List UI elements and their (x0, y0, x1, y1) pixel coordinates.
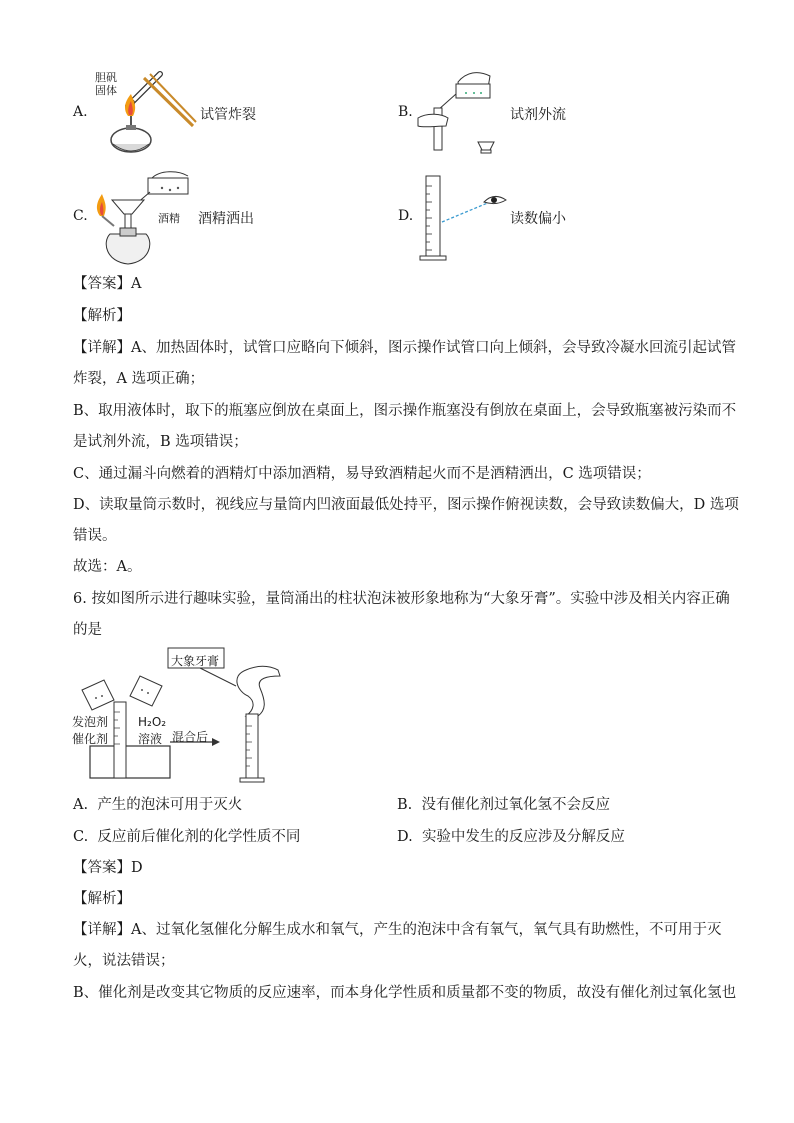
option-letter: A. (73, 104, 88, 120)
figure-label: 发泡剂 催化剂 (72, 715, 109, 746)
analysis-text: B、取用液体时，取下的瓶塞应倒放在桌面上，图示操作瓶塞没有倒放在桌面上，会导致瓶塞被污染而不 (73, 403, 737, 419)
arrow-label: 混合后 (172, 730, 209, 744)
heating-solid-illustration (100, 68, 200, 160)
figure-label: 酒精 (158, 212, 180, 225)
option-d: D. 实验中发生的反应涉及分解反应 (397, 829, 625, 845)
option-caption: 酒精洒出 (198, 211, 254, 227)
adding-alcohol-illustration (92, 170, 202, 272)
pouring-liquid-illustration (418, 66, 508, 158)
question-stem: 的是 (73, 622, 102, 638)
analysis-text: 【详解】A、过氧化氢催化分解生成水和氧气，产生的泡沫中含有氧气，氧气具有助燃性，不可用于灭 (73, 922, 722, 938)
figure-box-label: 大象牙膏 (171, 654, 220, 668)
analysis-heading: 【解析】 (73, 308, 131, 324)
option-a: A. 产生的泡沫可用于灭火 (73, 797, 243, 813)
figure-label: H₂O₂ 溶液 (138, 715, 167, 746)
option-caption: 读数偏小 (510, 211, 566, 227)
option-letter: C. (73, 208, 88, 224)
analysis-text: C、通过漏斗向燃着的酒精灯中添加酒精，易导致酒精起火而不是酒精洒出，C 选项错误； (73, 466, 651, 482)
question-stem: 6. 按如图所示进行趣味实验，量筒涌出的柱状泡沫被形象地称为“大象牙膏”。实验中涉及相关内容正确 (73, 591, 730, 607)
option-letter: B. (398, 104, 413, 120)
option-caption: 试剂外流 (510, 107, 566, 123)
analysis-text: 火，说法错误； (73, 953, 175, 969)
answer-line: 【答案】A (73, 276, 142, 292)
analysis-text: 【详解】A、加热固体时，试管口应略向下倾斜，图示操作试管口向上倾斜，会导致冷凝水回流引起试管 (73, 340, 736, 356)
option-b: B. 没有催化剂过氧化氢不会反应 (397, 797, 610, 813)
analysis-heading: 【解析】 (73, 891, 131, 907)
analysis-text: 是试剂外流，B 选项错误； (73, 434, 248, 450)
analysis-text: 错误。 (73, 528, 117, 544)
choice-line: 故选：A。 (73, 559, 142, 575)
analysis-text: 炸裂，A 选项正确； (73, 371, 205, 387)
analysis-text: D、读取量筒示数时，视线应与量筒内凹液面最低处持平，图示操作俯视读数，会导致读数偏大，D 选项 (73, 497, 739, 513)
figure-label: 胆矾 固体 (95, 71, 117, 97)
option-c: C. 反应前后催化剂的化学性质不同 (73, 829, 301, 845)
answer-line: 【答案】D (73, 860, 143, 876)
option-letter: D. (398, 208, 414, 224)
option-caption: 试管炸裂 (200, 107, 256, 123)
reading-cylinder-illustration (418, 172, 518, 264)
analysis-text: B、催化剂是改变其它物质的反应速率，而本身化学性质和质量都不变的物质，故没有催化剂过氧化氢也 (73, 985, 737, 1001)
